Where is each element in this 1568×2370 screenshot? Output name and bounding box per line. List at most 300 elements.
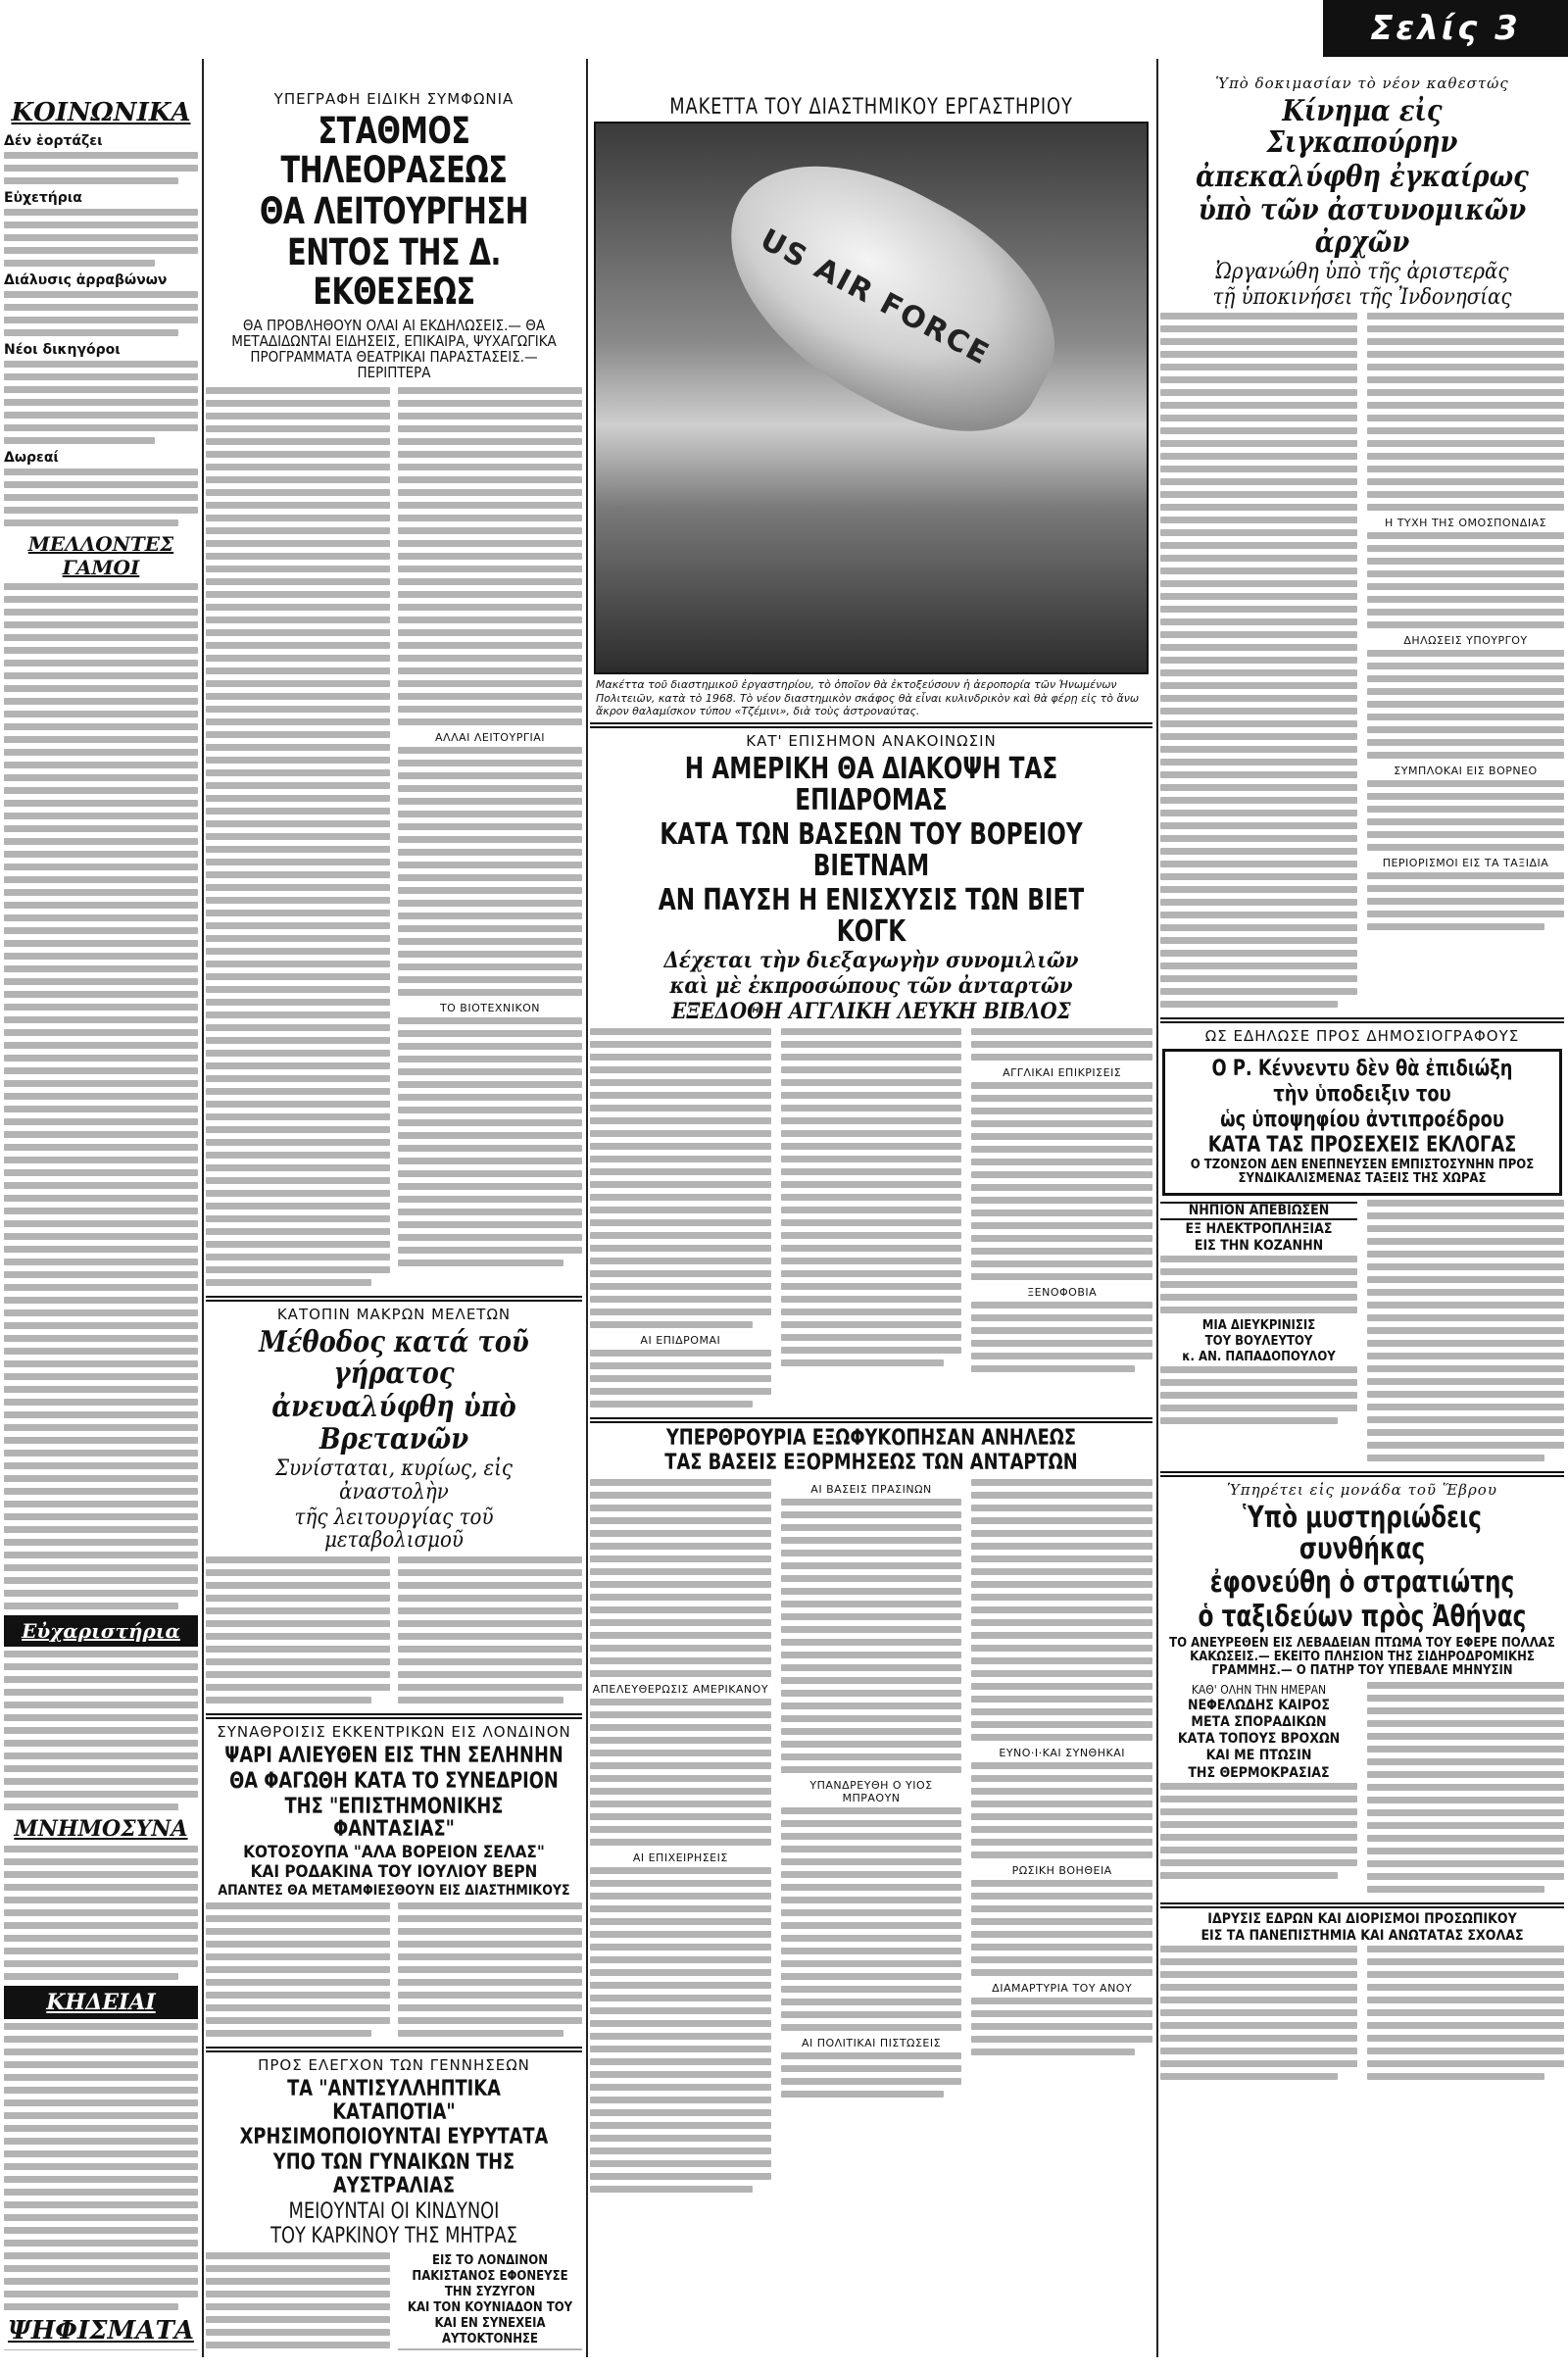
body-text-line: [398, 1658, 582, 1665]
body-text-line: [4, 621, 198, 628]
body-text-line: [781, 1028, 962, 1035]
body-text-line: [971, 1645, 1152, 1652]
body-text-line: [398, 1119, 582, 1126]
baby-headline-1: ΝΗΠΙΟΝ ΑΠΕΒΙΩΣΕΝ: [1160, 1202, 1357, 1220]
body-text-line: [1367, 701, 1564, 708]
body-text-line: [1160, 504, 1357, 511]
body-text-line: [398, 798, 582, 805]
body-text-line: [781, 1359, 944, 1366]
body-text-line: [1160, 491, 1357, 498]
body-text-line: [1160, 1268, 1357, 1275]
future-weddings-heading: ΜΕΛΛΟΝΤΕΣ ΓΑΜΟΙ: [27, 532, 174, 579]
body-text-line: [590, 1775, 771, 1782]
society-column: [4, 94, 198, 2350]
body-text-line: [4, 481, 198, 488]
body-text-line: [590, 1619, 771, 1626]
body-text-line: [4, 1118, 198, 1125]
body-text-line: [590, 1258, 771, 1264]
weather-headline-2: ΜΕΤΑ ΣΠΟΡΑΔΙΚΩΝ: [1191, 1714, 1327, 1731]
body-text-line: [4, 660, 198, 667]
body-text-line: [398, 489, 582, 496]
body-text-line: [4, 1960, 198, 1967]
tv-headline-2: ΘΑ ΛΕΙΤΟΥΡΓΗΣΗ: [259, 189, 529, 232]
body-text-line: [781, 1715, 962, 1722]
body-text-line: [206, 948, 390, 955]
body-text-line: [4, 1539, 198, 1546]
body-text-line: [781, 1258, 962, 1264]
body-text-line: [4, 927, 198, 934]
body-text-line: [1367, 1378, 1564, 1385]
body-text-line: [590, 1813, 771, 1820]
body-text-line: [781, 1897, 962, 1903]
name-days-heading: Δέν ἑορτάζει: [4, 133, 103, 149]
body-text-line: [4, 1765, 198, 1772]
body-text-line: [781, 1321, 962, 1328]
body-text-line: [206, 413, 390, 420]
body-text-line: [781, 1079, 962, 1086]
body-text-line: [398, 1928, 582, 1935]
body-text-line: [4, 647, 198, 654]
body-text-line: [4, 291, 198, 298]
body-text-line: [971, 1905, 1152, 1912]
body-text-line: [4, 1676, 198, 1683]
body-text-line: [1367, 1353, 1564, 1359]
body-text-line: [590, 2173, 771, 2180]
bases-subhead: ΑΙ ΒΑΣΕΙΣ ΠΡΑΣΙΝΩΝ: [810, 1483, 932, 1497]
body-text-line: [1367, 1365, 1564, 1372]
body-text-line: [398, 540, 582, 547]
body-text-line: [590, 1028, 771, 1035]
body-text-line: [398, 413, 582, 420]
body-text-line: [1367, 752, 1564, 759]
body-text-line: [206, 680, 390, 687]
body-text-line: [1367, 1263, 1564, 1270]
body-text-line: [206, 999, 390, 1006]
body-text-line: [971, 1108, 1152, 1114]
body-text-line: [398, 1684, 582, 1691]
body-text-line: [206, 1164, 390, 1171]
body-text-line: [1160, 1958, 1357, 1965]
body-text-line: [398, 913, 582, 919]
body-text-line: [1367, 1225, 1564, 1232]
body-text-line: [1367, 793, 1564, 800]
body-text-line: [398, 1183, 582, 1190]
body-text-line: [398, 476, 582, 483]
body-text-line: [590, 1594, 771, 1601]
body-text-line: [4, 260, 155, 267]
body-text-line: [971, 1210, 1152, 1216]
body-text-line: [590, 2186, 753, 2193]
body-text-line: [590, 1568, 771, 1575]
singapore-headline-2: ἀπεκαλύφθη ἐγκαίρως: [1196, 159, 1529, 194]
body-text-line: [1367, 714, 1564, 720]
body-text-line: [4, 222, 198, 228]
weather-headline-4: ΚΑΙ ΜΕ ΠΤΩΣΙΝ: [1205, 1748, 1312, 1764]
body-text-line: [971, 1095, 1152, 1102]
body-text-line: [590, 1606, 771, 1613]
body-text-line: [971, 1327, 1152, 1334]
body-text-line: [4, 1131, 198, 1138]
body-text-line: [1367, 532, 1564, 539]
body-text-line: [4, 2189, 198, 2196]
body-text-line: [398, 1043, 582, 1050]
body-text-line: [4, 634, 198, 641]
body-text-line: [398, 976, 582, 983]
body-text-line: [590, 1801, 771, 1807]
body-text-line: [398, 1107, 582, 1113]
body-text-line: [4, 1871, 198, 1878]
body-text-line: [206, 1126, 390, 1133]
body-text-line: [971, 1998, 1152, 2004]
body-text-line: [398, 1170, 582, 1177]
body-text-line: [1367, 1797, 1564, 1803]
body-text-line: [398, 1633, 582, 1640]
body-text-line: [971, 1248, 1152, 1255]
body-text-line: [971, 1931, 1152, 1938]
body-text-line: [4, 165, 198, 172]
body-text-line: [4, 1501, 198, 1507]
body-text-line: [398, 706, 582, 713]
body-text-line: [206, 1037, 390, 1044]
aging-sub-1: Συνίσταται, κυρίως, εἰς ἀναστολὴν: [274, 1457, 514, 1505]
body-text-line: [398, 1196, 582, 1203]
body-text-line: [4, 2125, 198, 2132]
body-text-line: [4, 2252, 198, 2259]
body-text-line: [1367, 2048, 1564, 2054]
body-text-line: [781, 1156, 962, 1162]
body-text-line: [206, 591, 390, 598]
body-text-line: [206, 1088, 390, 1095]
body-text-line: [1367, 1200, 1564, 1207]
body-text-line: [1160, 580, 1357, 587]
body-text-line: [971, 2010, 1152, 2017]
body-text-line: [1160, 1783, 1357, 1790]
body-text-line: [398, 693, 582, 700]
body-text-line: [4, 902, 198, 909]
body-text-line: [206, 1582, 390, 1589]
body-text-line: [1160, 1281, 1357, 1288]
body-text-line: [4, 1909, 198, 1916]
body-text-line: [1160, 313, 1357, 320]
body-text-line: [781, 1130, 962, 1137]
body-text-line: [1367, 780, 1564, 787]
singapore-headline-3: ὑπὸ τῶν ἀστυνομικῶν ἀρχῶν: [1198, 193, 1527, 260]
body-text-line: [1367, 389, 1564, 396]
body-text-line: [590, 1283, 771, 1290]
body-text-line: [4, 1935, 198, 1942]
body-text-line: [1367, 1682, 1564, 1689]
kennedy-headline-4: ΚΑΤΑ ΤΑΣ ΠΡΟΣΕΧΕΙΣ ΕΚΛΟΓΑΣ: [1207, 1132, 1517, 1158]
body-text-line: [4, 2150, 198, 2157]
body-text-line: [4, 2176, 198, 2183]
body-text-line: [1367, 427, 1564, 434]
body-text-line: [781, 1232, 962, 1239]
fish-headline-2: ΘΑ ΦΑΓΩΘΗ ΚΑΤΑ ΤΟ ΣΥΝΕΔΡΙΟΝ: [229, 1768, 559, 1794]
body-text-line: [1160, 912, 1357, 918]
funerals-heading: ΚΗΔΕΙΑΙ: [4, 1986, 198, 2019]
body-text-line: [971, 1594, 1152, 1601]
body-text-line: [4, 1055, 198, 1062]
body-text-line: [590, 1492, 771, 1499]
pakistan-headline-4: ΚΑΙ ΤΟΝ ΚΟΥΝΙΑΔΟΝ ΤΟΥ: [407, 2300, 573, 2316]
heli-headline-2: ΤΑΣ ΒΑΣΕΙΣ ΕΞΟΡΜΗΣΕΩΣ ΤΩΝ ΑΝΤΑΡΤΩΝ: [664, 1451, 1078, 1476]
body-text-line: [4, 2087, 198, 2094]
body-text-line: [4, 978, 198, 985]
body-text-line: [590, 1245, 771, 1252]
weather-headline-3: ΚΑΤΑ ΤΟΠΟΥΣ ΒΡΟΧΩΝ: [1177, 1731, 1341, 1748]
body-text-line: [206, 2316, 390, 2323]
body-text-line: [971, 1273, 1152, 1280]
body-text-line: [206, 2017, 390, 2024]
body-text-line: [1160, 2048, 1357, 2054]
body-text-line: [1160, 1417, 1338, 1424]
body-text-line: [398, 1966, 582, 1973]
body-text-line: [781, 1728, 962, 1735]
fish-headline-1: ΨΑΡΙ ΑΛΙΕΥΘΕΝ ΕΙΣ ΤΗΝ ΣΕΛΗΝΗΝ: [224, 1744, 564, 1769]
body-text-line: [398, 1620, 582, 1627]
soldier-headline-3: ὁ ταξιδεύων πρὸς Ἀθήνας: [1198, 1599, 1527, 1634]
soldier-sub: ΤΟ ΑΝΕΥΡΕΘΕΝ ΕΙΣ ΛΕΒΑΔΕΙΑΝ ΠΤΩΜΑ ΤΟΥ ΕΦΕΡΕ ΠΟΛΛΑΣ ΚΑΚΩΣΕΙΣ.— ΕΚΕΙΤΟ ΠΛΗΣΙΟΝ ΤΗΣ ΣΙΔΗΡΟΔΡΟΜΙΚΗΣ ΓΡΑΜΜΗΣ.— Ο ΠΑΤΗΡ ΤΟΥ ΥΠΕΒΑΛΕ ΜΗΝΥΣΙΝ: [1169, 1636, 1555, 1679]
body-text-line: [206, 961, 390, 967]
body-text-line: [206, 922, 390, 929]
body-text-line: [4, 399, 198, 406]
body-text-line: [4, 940, 198, 947]
body-text-line: [590, 1880, 771, 1887]
body-text-line: [781, 1741, 962, 1748]
body-text-line: [398, 760, 582, 766]
body-text-line: [1160, 924, 1357, 931]
body-text-line: [1160, 963, 1357, 969]
body-text-line: [1160, 338, 1357, 345]
body-text-line: [781, 1922, 962, 1929]
body-text-line: [4, 373, 198, 380]
body-text-line: [781, 2078, 962, 2085]
body-text-line: [590, 1219, 771, 1226]
body-text-line: [206, 1050, 390, 1057]
deputy-headline-2: ΤΟΥ ΒΟΥΛΕΥΤΟΥ: [1204, 1333, 1313, 1349]
pakistan-headline-3: ΤΗΝ ΣΥΖΥΓΟΝ: [444, 2285, 536, 2300]
birth-sub-1: ΜΕΙΟΥΝΤΑΙ ΟΙ ΚΙΝΔΥΝΟΙ: [288, 2198, 500, 2224]
body-text-line: [1367, 570, 1564, 577]
singapore-kicker: Ὑπὸ δοκιμασίαν τὸ νέον καθεστώς: [1215, 74, 1509, 92]
body-text-line: [1367, 1276, 1564, 1283]
body-text-line: [4, 1169, 198, 1176]
body-text-line: [4, 2138, 198, 2145]
political-credit-subhead: ΑΙ ΠΟΛΙΤΙΚΑΙ ΠΙΣΤΩΣΕΙΣ: [801, 2037, 942, 2050]
body-text-line: [590, 2135, 771, 2142]
body-text-line: [1160, 682, 1357, 689]
body-text-line: [4, 1791, 198, 1798]
deputy-headline-1: ΜΙΑ ΔΙΕΥΚΡΙΝΙΣΙΣ: [1201, 1317, 1316, 1333]
body-text-line: [206, 553, 390, 560]
body-text-line: [206, 1979, 390, 1986]
body-text-line: [781, 2024, 962, 2031]
body-text-line: [398, 1992, 582, 1999]
body-text-line: [206, 1012, 390, 1018]
body-text-line: [4, 1106, 198, 1112]
body-text-line: [206, 1203, 390, 1210]
body-text-line: [4, 1309, 198, 1316]
memorial-heading: ΜΝΗΜΟΣΥΝΑ: [14, 1816, 188, 1842]
body-text-line: [1160, 1405, 1357, 1411]
birth-headline-1: ΤΑ "ΑΝΤΙΣΥΛΛΗΠΤΙΚΑ ΚΑΤΑΠΟΤΙΑ": [287, 2076, 501, 2125]
body-text-line: [398, 849, 582, 856]
body-text-line: [590, 1362, 771, 1369]
body-text-line: [4, 876, 198, 883]
body-text-line: [1367, 1860, 1564, 1867]
body-text-line: [4, 1437, 198, 1444]
body-text-line: [590, 1308, 771, 1315]
body-text-line: [1160, 1872, 1338, 1879]
body-text-line: [398, 1221, 582, 1228]
body-text-line: [4, 2099, 198, 2106]
body-text-line: [398, 925, 582, 932]
favorable-terms-subhead: ΕΥΝΟ·Ι·ΚΑΙ ΣΥΝΘΗΚΑΙ: [999, 1747, 1125, 1760]
body-text-line: [590, 2084, 771, 2091]
body-text-line: [781, 1753, 962, 1760]
body-text-line: [1160, 1366, 1357, 1373]
body-text-line: [206, 820, 390, 827]
body-text-line: [4, 1513, 198, 1520]
body-text-line: [206, 1139, 390, 1146]
body-text-line: [206, 1152, 390, 1159]
tv-subsection-other: ΑΛΛΑΙ ΛΕΙΤΟΥΡΓΙΑΙ: [435, 730, 545, 744]
body-text-line: [4, 1590, 198, 1597]
thanks-heading: Εὐχαριστήρια: [4, 1615, 198, 1647]
body-text-line: [781, 1499, 962, 1506]
brown-son-subhead: ΥΠΑΝΔΡΕΥΘΗ Ο ΥΙΟΣ ΜΠΡΑΟΥΝ: [809, 1779, 933, 1805]
body-text-line: [781, 1846, 962, 1852]
protest-subhead: ΔΙΑΜΑΡΤΥΡΙΑ ΤΟΥ ΑΝΟΥ: [992, 1982, 1133, 1996]
body-text-line: [781, 1858, 962, 1865]
body-text-line: [590, 1517, 771, 1524]
body-text-line: [971, 1944, 1152, 1950]
body-text-line: [1160, 1859, 1357, 1866]
body-text-line: [1367, 1404, 1564, 1410]
engagements-heading: Διάλυσις ἀρραβώνων: [4, 272, 168, 288]
body-text-line: [1367, 1720, 1564, 1727]
body-text-line: [4, 1373, 198, 1380]
body-text-line: [971, 1041, 1152, 1048]
body-text-line: [206, 757, 390, 764]
birth-headline-2: ΧΡΗΣΙΜΟΠΟΙΟΥΝΤΑΙ ΕΥΡΥΤΑΤΑ: [239, 2125, 549, 2150]
body-text-line: [590, 1168, 771, 1175]
body-text-line: [1160, 2009, 1357, 2016]
body-text-line: [206, 846, 390, 853]
body-text-line: [590, 2007, 771, 2014]
body-text-line: [206, 1697, 371, 1703]
tv-subhead: ΘΑ ΠΡΟΒΛΗΘΟΥΝ ΟΛΑΙ ΑΙ ΕΚΔΗΛΩΣΕΙΣ.— ΘΑ ΜΕΤΑΔΙΔΩΝΤΑΙ ΕΙΔΗΣΕΙΣ, ΕΠΙΚΑΙΡΑ, ΨΥΧΑΓΩΓΙΚΑ ΠΡΟΓΡΑΜΜΑΤΑ ΘΕΑΤΡΙΚΑΙ ΠΑΡΑΣΤΑΣΕΙΣ.— ΠΕΡΙΠΤΕΡΑ: [231, 316, 557, 382]
body-text-line: [4, 1029, 198, 1036]
body-text-line: [206, 2303, 390, 2310]
body-text-line: [590, 1737, 771, 1744]
body-text-line: [4, 1144, 198, 1151]
kennedy-headline-3: ὡς ὑποψηφίου ἀντιπροέδρου: [1220, 1107, 1504, 1132]
body-text-line: [781, 1935, 962, 1942]
body-text-line: [590, 1092, 771, 1099]
body-text-line: [4, 1663, 198, 1670]
body-text-line: [590, 1505, 771, 1511]
votes-heading: ΨΗΦΙΣΜΑΤΑ: [8, 2316, 194, 2345]
body-text-line: [398, 425, 582, 432]
body-text-line: [4, 1297, 198, 1304]
wishes-heading: Εὐχετήρια: [4, 190, 82, 206]
body-text-line: [398, 566, 582, 572]
body-text-line: [1367, 453, 1564, 460]
body-text-line: [971, 2036, 1152, 2043]
body-text-line: [206, 2265, 390, 2272]
body-text-line: [1160, 771, 1357, 778]
body-text-line: [398, 1556, 582, 1563]
body-text-line: [781, 1537, 962, 1544]
body-text-line: [781, 1652, 962, 1658]
aging-sub-2: τῆς λειτουργίας τοῦ μεταβολισμοῦ: [294, 1505, 494, 1554]
body-text-line: [4, 1740, 198, 1747]
body-text-line: [590, 1105, 771, 1111]
body-text-line: [1367, 504, 1564, 511]
body-text-line: [4, 596, 198, 603]
body-text-line: [1160, 1946, 1357, 1952]
body-text-line: [1367, 376, 1564, 383]
body-text-line: [590, 1296, 771, 1303]
photo-title: ΜΑΚΕΤΤΑ ΤΟΥ ΔΙΑΣΤΗΜΙΚΟΥ ΕΡΓΑΣΤΗΡΙΟΥ: [669, 95, 1073, 120]
body-text-line: [398, 515, 582, 521]
body-text-line: [590, 1530, 771, 1537]
body-text-line: [1160, 861, 1357, 867]
body-text-line: [781, 1677, 962, 1684]
body-text-line: [971, 1159, 1152, 1165]
body-text-line: [206, 540, 390, 547]
body-text-line: [4, 152, 198, 159]
body-text-line: [590, 2058, 771, 2065]
body-text-line: [971, 1893, 1152, 1900]
body-text-line: [4, 914, 198, 921]
body-text-line: [4, 965, 198, 972]
body-text-line: [781, 1999, 962, 2005]
soldier-headline-2: ἐφονεύθη ὁ στρατιώτης: [1209, 1565, 1515, 1601]
body-text-line: [4, 1004, 198, 1011]
body-text-line: [4, 386, 198, 393]
body-text-line: [4, 424, 198, 431]
body-text-line: [781, 1833, 962, 1840]
body-text-line: [971, 1082, 1152, 1089]
body-text-line: [1160, 695, 1357, 702]
pakistan-headline-5: ΚΑΙ ΕΝ ΣΥΝΕΧΕΙΑ: [434, 2316, 546, 2332]
body-text-line: [971, 1801, 1152, 1807]
body-text-line: [590, 1956, 771, 1963]
body-text-line: [4, 209, 198, 216]
body-text-line: [1160, 1971, 1357, 1978]
body-text-line: [206, 2342, 390, 2348]
body-text-line: [590, 2071, 771, 2078]
body-text-line: [206, 1075, 390, 1082]
body-text-line: [781, 2065, 962, 2072]
body-text-line: [4, 749, 198, 756]
body-text-line: [1160, 631, 1357, 638]
body-text-line: [206, 1101, 390, 1108]
body-text-line: [781, 1066, 962, 1073]
body-text-line: [1160, 402, 1357, 409]
body-text-line: [398, 747, 582, 754]
body-text-line: [206, 464, 390, 470]
body-text-line: [781, 1588, 962, 1595]
body-text-line: [1367, 325, 1564, 332]
body-text-line: [398, 938, 582, 945]
body-text-line: [971, 1813, 1152, 1820]
body-text-line: [1367, 1733, 1564, 1740]
body-text-line: [398, 1158, 582, 1164]
body-text-line: [1160, 2060, 1357, 2067]
